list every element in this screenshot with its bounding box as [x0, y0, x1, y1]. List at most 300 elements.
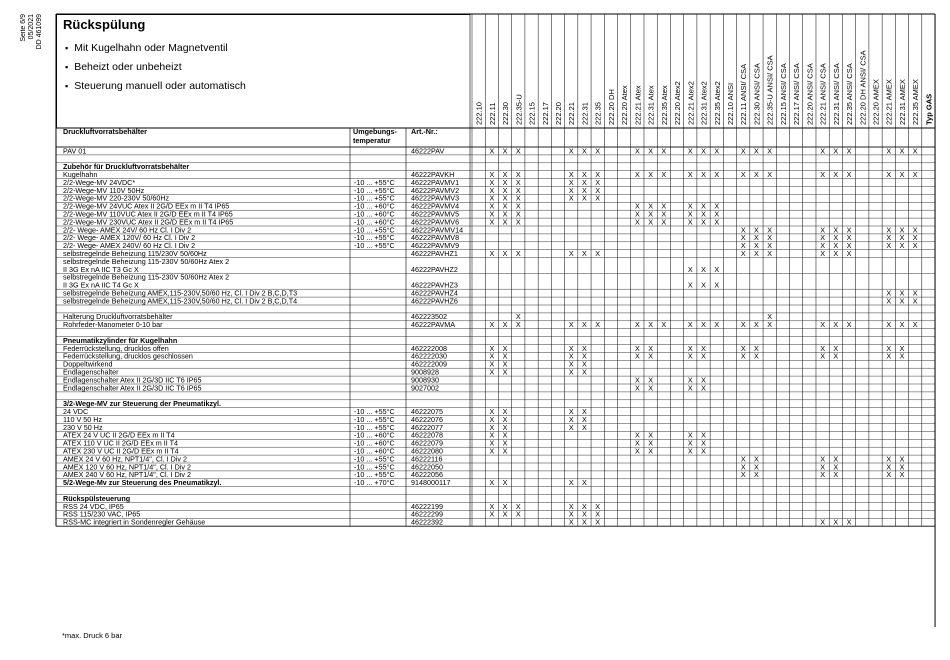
section-heading: Zubehör für Druckluftvorratsbehälter — [63, 162, 190, 172]
compatibility-mark: X — [701, 320, 706, 330]
column-label: 222.30 ANSI/ CSA — [752, 63, 762, 125]
compatibility-mark: X — [687, 146, 693, 156]
compatibility-mark: X — [582, 185, 587, 195]
compatibility-mark: X — [886, 454, 892, 464]
compatibility-mark: X — [515, 185, 521, 195]
row-description: ATEX 110 V UC II 2G/D EEx m II T4 — [63, 438, 179, 448]
compatibility-mark: X — [661, 209, 667, 219]
compatibility-mark: X — [754, 470, 759, 480]
column-label: 222.31 Atex — [646, 85, 656, 125]
compatibility-mark: X — [648, 217, 654, 227]
compatibility-mark: X — [833, 233, 839, 243]
column-label: 222.35-U — [514, 94, 524, 125]
compatibility-mark: X — [502, 446, 508, 456]
compatibility-mark: X — [740, 233, 746, 243]
row-article-number: 46222116 — [411, 454, 443, 464]
compatibility-mark: X — [648, 446, 654, 456]
compatibility-mark: X — [634, 217, 640, 227]
compatibility-mark: X — [582, 343, 587, 353]
row-description: RSS 115/230 VAC, IP65 — [63, 509, 141, 519]
compatibility-mark: X — [489, 367, 495, 377]
compatibility-mark: X — [502, 185, 508, 195]
compatibility-mark: X — [701, 217, 706, 227]
page-title: Rückspülung — [63, 17, 146, 32]
compatibility-mark: X — [899, 351, 905, 361]
compatibility-mark: X — [568, 407, 574, 416]
compatibility-mark: X — [582, 351, 587, 361]
compatibility-mark: X — [502, 201, 508, 211]
row-description: selbstregelnde Beheizung 115/230V 50/60Hz — [63, 249, 207, 258]
row-article-number: 46222PAVMA — [411, 320, 456, 330]
compatibility-mark: X — [754, 343, 759, 353]
compatibility-mark: X — [846, 320, 852, 330]
compatibility-mark: X — [648, 320, 654, 330]
compatibility-mark: X — [515, 193, 521, 203]
compatibility-mark: X — [582, 367, 587, 377]
compatibility-mark: X — [767, 146, 773, 156]
compatibility-mark: X — [740, 351, 746, 361]
compatibility-mark: X — [582, 177, 587, 187]
compatibility-mark: X — [754, 249, 759, 258]
compatibility-mark: X — [502, 249, 508, 258]
compatibility-mark: X — [582, 249, 587, 258]
row-description: Federrückstellung, drucklos offen — [63, 343, 169, 353]
compatibility-mark: X — [820, 351, 825, 361]
compatibility-mark: X — [767, 233, 773, 243]
compatibility-mark: X — [582, 359, 587, 369]
compatibility-mark: X — [502, 351, 508, 361]
compatibility-mark: X — [820, 454, 825, 464]
compatibility-mark: X — [687, 438, 693, 448]
row-temperature: -10 ... +60°C — [354, 446, 395, 456]
row-description: 2/2- Wege- AMEX 24V/ 60 Hz Cl. I Div 2 — [63, 225, 192, 235]
row-article-number: 462222008 — [411, 343, 447, 353]
compatibility-mark: X — [502, 146, 508, 156]
compatibility-mark: X — [502, 343, 508, 353]
compatibility-mark: X — [714, 209, 720, 219]
row-article-number: 9027002 — [411, 383, 439, 393]
row-article-number: 46222PAVHZ2 — [411, 264, 458, 274]
compatibility-mark: X — [661, 201, 667, 211]
compatibility-mark: X — [648, 146, 654, 156]
row-temperature: -10 ... +60°C — [354, 217, 395, 227]
column-label: 222.10 — [474, 102, 484, 125]
row-description: PAV 01 — [63, 146, 87, 156]
row-temperature: -10 ... +55°C — [354, 407, 395, 416]
row-temperature: -10 ... +55°C — [354, 422, 395, 432]
compatibility-mark: X — [515, 509, 521, 519]
compatibility-mark: X — [489, 177, 495, 187]
compatibility-mark: X — [489, 146, 495, 156]
row-temperature: -10 ... +55°C — [354, 193, 395, 203]
compatibility-mark: X — [846, 241, 852, 251]
compatibility-mark: X — [740, 343, 746, 353]
column-label: 222.21 Atex — [633, 85, 643, 125]
row-description: Halterung Druckluftvorratsbehälter — [63, 312, 173, 322]
compatibility-mark: X — [661, 320, 667, 330]
compatibility-mark: X — [687, 383, 693, 393]
compatibility-mark: X — [568, 320, 574, 330]
row-article-number: 46222080 — [411, 446, 443, 456]
column-label: 222.21 — [567, 102, 577, 125]
compatibility-mark: X — [740, 470, 746, 480]
compatibility-mark: X — [899, 225, 905, 235]
compatibility-mark: X — [820, 320, 825, 330]
row-article-number: 9008930 — [411, 375, 439, 385]
row-description: ATEX 24 V UC II 2G/D EEx m II T4 — [63, 430, 175, 440]
compatibility-mark: X — [754, 170, 759, 179]
compatibility-mark: X — [754, 351, 759, 361]
compatibility-mark: X — [820, 225, 825, 235]
compatibility-mark: X — [687, 375, 693, 385]
compatibility-mark: X — [634, 375, 640, 385]
compatibility-mark: X — [634, 201, 640, 211]
row-article-number: 46222PAVKH — [411, 170, 455, 179]
compatibility-mark: X — [714, 170, 720, 179]
compatibility-mark: X — [661, 217, 667, 227]
compatibility-mark: X — [595, 320, 601, 330]
compatibility-mark: X — [820, 462, 825, 472]
row-article-number: 46222076 — [411, 414, 443, 424]
section-heading: Pneumatikzylinder für Kugelhahn — [63, 335, 178, 345]
row-description: 2/2- Wege- AMEX 240V/ 60 Hz Cl. I Div 2 — [63, 241, 196, 251]
row-description: 2/2-Wege-MV 110VUC Atex II 2G/D EEx m II T4 IP65 — [63, 209, 233, 219]
compatibility-mark: X — [502, 209, 508, 219]
compatibility-mark: X — [648, 438, 654, 448]
compatibility-mark: X — [886, 225, 892, 235]
row-article-number: 9148000117 — [411, 478, 451, 488]
compatibility-mark: X — [899, 233, 905, 243]
row-temperature: -10 ... +60°C — [354, 430, 395, 440]
row-description: II 3G Ex nA IIC T4 Gc X — [63, 280, 139, 290]
row-temperature: -10 ... +60°C — [354, 201, 395, 211]
column-label: 222.17 ANSI/ CSA — [792, 63, 802, 125]
row-temperature: -10 ... +55°C — [354, 414, 395, 424]
compatibility-mark: X — [595, 517, 601, 527]
compatibility-mark: X — [687, 320, 693, 330]
compatibility-mark: X — [687, 351, 693, 361]
row-description: AMEX 240 V 60 Hz, NPT1/4", Cl. I Div 2 — [63, 470, 191, 480]
row-description: 2/2-Wege-MV 24VUC Atex II 2G/D EEx m II T4 IP65 — [63, 201, 230, 211]
compatibility-mark: X — [502, 430, 508, 440]
compatibility-mark: X — [767, 312, 773, 322]
compatibility-mark: X — [740, 225, 746, 235]
compatibility-mark: X — [820, 249, 825, 258]
column-label: 222.35 Atex2 — [712, 81, 722, 125]
compatibility-mark: X — [489, 209, 495, 219]
compatibility-mark: X — [582, 193, 587, 203]
compatibility-mark: X — [515, 320, 521, 330]
compatibility-mark: X — [899, 462, 905, 472]
compatibility-mark: X — [912, 288, 918, 298]
row-article-number: 46222PAVMV4 — [411, 201, 460, 211]
column-label: 222.11 ANSI/ CSA — [739, 63, 749, 125]
compatibility-mark: X — [634, 430, 640, 440]
compatibility-mark: X — [489, 217, 495, 227]
compatibility-mark: X — [489, 414, 495, 424]
compatibility-mark: X — [846, 146, 852, 156]
compatibility-mark: X — [740, 320, 746, 330]
compatibility-mark: X — [701, 351, 706, 361]
compatibility-mark: X — [595, 177, 601, 187]
header-article-number: Art.-Nr.: — [411, 127, 438, 136]
column-label: 222.35 ANSI/ CSA — [845, 63, 855, 125]
compatibility-mark: X — [515, 146, 521, 156]
row-temperature: -10 ... +55°C — [354, 233, 395, 243]
compatibility-mark: X — [595, 170, 601, 179]
compatibility-mark: X — [515, 501, 521, 511]
row-description: Doppeltwirkend — [63, 359, 113, 369]
compatibility-mark: X — [568, 359, 574, 369]
compatibility-mark: X — [648, 383, 654, 393]
row-article-number: 46222PAVMV2 — [411, 185, 460, 195]
compatibility-mark: X — [701, 280, 706, 290]
compatibility-mark: X — [687, 446, 693, 456]
compatibility-mark: X — [489, 501, 495, 511]
row-description: 5/2-Wege-Mv zur Steuerung des Pneumatikzyl. — [63, 478, 222, 488]
compatibility-mark: X — [820, 517, 825, 527]
compatibility-mark: X — [595, 193, 601, 203]
compatibility-mark: X — [687, 264, 693, 274]
row-description: Endlagenschalter Atex II 2G/3D IIC T6 IP65 — [63, 383, 202, 393]
column-label: 222.20 AMEX — [871, 79, 881, 125]
compatibility-mark: X — [833, 517, 839, 527]
compatibility-mark: X — [740, 462, 746, 472]
header-temperature: temperatur — [353, 136, 391, 145]
compatibility-mark: X — [820, 233, 825, 243]
row-article-number: 46222050 — [411, 462, 443, 472]
compatibility-mark: X — [701, 438, 706, 448]
compatibility-mark: X — [899, 296, 905, 306]
compatibility-mark: X — [489, 193, 495, 203]
compatibility-mark: X — [489, 430, 495, 440]
header-description: Druckluftvorratsbehälter — [63, 127, 147, 136]
compatibility-mark: X — [740, 241, 746, 251]
column-label: 222.20 DH — [606, 89, 616, 125]
compatibility-mark: X — [489, 422, 495, 432]
compatibility-mark: X — [899, 470, 905, 480]
compatibility-mark: X — [648, 201, 654, 211]
row-article-number: 46222056 — [411, 470, 443, 480]
compatibility-mark: X — [701, 446, 706, 456]
compatibility-mark: X — [648, 209, 654, 219]
row-description: Rohrfeder-Manometer 0-10 bar — [63, 320, 163, 330]
compatibility-mark: X — [767, 225, 773, 235]
section-heading: Rückspülsteuerung — [63, 493, 131, 503]
compatibility-mark: X — [595, 501, 601, 511]
column-label: 222.11 — [487, 102, 497, 125]
compatibility-mark: X — [648, 375, 654, 385]
column-label: 222.10 ANSI — [725, 82, 735, 125]
row-article-number: 46222PAVMV1 — [411, 177, 460, 187]
row-description: RSS 24 VDC, IP65 — [63, 501, 124, 511]
compatibility-mark: X — [634, 146, 640, 156]
compatibility-mark: X — [912, 296, 918, 306]
row-temperature: -10 ... +60°C — [354, 209, 395, 219]
compatibility-mark: X — [502, 501, 508, 511]
compatibility-mark: X — [687, 209, 693, 219]
compatibility-mark: X — [767, 241, 773, 251]
compatibility-mark: X — [489, 201, 495, 211]
column-label: 222.35-U ANSI/ CSA — [765, 55, 775, 125]
column-label: Typ GAS — [924, 93, 934, 125]
compatibility-mark: X — [568, 422, 574, 432]
compatibility-mark: X — [701, 383, 706, 393]
compatibility-mark: X — [899, 288, 905, 298]
compatibility-mark: X — [846, 517, 852, 527]
compatibility-mark: X — [634, 446, 640, 456]
compatibility-mark: X — [714, 280, 720, 290]
compatibility-mark: X — [502, 217, 508, 227]
compatibility-mark: X — [767, 170, 773, 179]
column-label: 222.20 Atex — [620, 85, 630, 125]
compatibility-mark: X — [661, 146, 667, 156]
compatibility-mark: X — [701, 209, 706, 219]
compatibility-mark: X — [833, 462, 839, 472]
row-article-number: 46222PAVHZ6 — [411, 296, 458, 306]
compatibility-mark: X — [820, 241, 825, 251]
compatibility-mark: X — [502, 177, 508, 187]
compatibility-mark: X — [833, 249, 839, 258]
compatibility-mark: X — [820, 170, 825, 179]
compatibility-mark: X — [634, 343, 640, 353]
compatibility-mark: X — [886, 320, 892, 330]
column-label: 222.20 ANSI/ CSA — [805, 63, 815, 125]
row-description: selbstregelnde Beheizung AMEX,115-230V,50/60 Hz, Cl. I Div 2 B,C,D,T4 — [63, 296, 298, 306]
compatibility-mark: X — [595, 185, 601, 195]
compatibility-mark: X — [515, 217, 521, 227]
compatibility-mark: X — [502, 407, 508, 416]
compatibility-mark: X — [489, 343, 495, 353]
compatibility-mark: X — [912, 225, 918, 235]
compatibility-mark: X — [912, 241, 918, 251]
compatibility-mark: X — [701, 170, 706, 179]
row-article-number: 46222075 — [411, 407, 443, 416]
row-temperature: -10 ... +55°C — [354, 454, 395, 464]
compatibility-mark: X — [886, 470, 892, 480]
compatibility-mark: X — [912, 170, 918, 179]
compatibility-mark: X — [687, 343, 693, 353]
compatibility-mark: X — [515, 312, 521, 322]
compatibility-mark: X — [502, 422, 508, 432]
row-description: ATEX 230 V UC II 2G/D EEx m II T4 — [63, 446, 179, 456]
compatibility-mark: X — [899, 454, 905, 464]
compatibility-mark: X — [568, 170, 574, 179]
compatibility-mark: X — [833, 170, 839, 179]
page-number: Seite 6/9 — [20, 14, 27, 42]
compatibility-mark: X — [754, 320, 759, 330]
row-article-number: 462222030 — [411, 351, 447, 361]
compatibility-mark: X — [886, 462, 892, 472]
row-article-number: 46222PAVHZ3 — [411, 280, 458, 290]
row-description: 2/2-Wege-MV 220-230V 50/60Hz — [63, 193, 170, 203]
compatibility-mark: X — [489, 249, 495, 258]
compatibility-mark: X — [886, 351, 892, 361]
compatibility-mark: X — [912, 233, 918, 243]
compatibility-mark: X — [886, 343, 892, 353]
row-description: 2/2-Wege-MV 110V 50Hz — [63, 185, 145, 195]
compatibility-mark: X — [687, 430, 693, 440]
row-article-number: 46222392 — [411, 517, 443, 527]
compatibility-mark: X — [502, 509, 508, 519]
compatibility-mark: X — [846, 170, 852, 179]
compatibility-mark: X — [886, 288, 892, 298]
compatibility-mark: X — [687, 170, 693, 179]
compatibility-mark: X — [648, 351, 654, 361]
row-article-number: 46222079 — [411, 438, 443, 448]
row-temperature: -10 ... +55°C — [354, 241, 395, 251]
row-description: Federrückstellung, drucklos geschlossen — [63, 351, 193, 361]
compatibility-mark: X — [634, 383, 640, 393]
compatibility-mark: X — [568, 414, 574, 424]
row-article-number: 46222077 — [411, 422, 443, 432]
compatibility-mark: X — [582, 320, 587, 330]
feature-item: ▪ Steuerung manuell oder automatisch — [65, 77, 246, 96]
compatibility-mark: X — [886, 241, 892, 251]
column-label: 222.31 ANSI/ CSA — [831, 63, 841, 125]
compatibility-mark: X — [502, 359, 508, 369]
compatibility-mark: X — [701, 430, 706, 440]
row-description: 230 V 50 Hz — [63, 422, 103, 432]
compatibility-mark: X — [661, 170, 667, 179]
compatibility-mark: X — [912, 320, 918, 330]
row-description: selbstregelnde Beheizung 115-230V 50/60Hz Atex 2 — [63, 272, 230, 282]
row-description: Kugelhahn — [63, 170, 98, 179]
compatibility-mark: X — [886, 146, 892, 156]
compatibility-mark: X — [701, 375, 706, 385]
column-label: 222.20 — [553, 102, 563, 125]
compatibility-mark: X — [568, 478, 574, 488]
compatibility-mark: X — [502, 414, 508, 424]
compatibility-mark: X — [740, 249, 746, 258]
compatibility-mark: X — [767, 249, 773, 258]
row-description: Endlagenschalter — [63, 367, 119, 377]
compatibility-mark: X — [899, 320, 905, 330]
compatibility-mark: X — [886, 170, 892, 179]
compatibility-mark: X — [899, 343, 905, 353]
compatibility-mark: X — [595, 146, 601, 156]
column-label: 222.21 Atex2 — [686, 81, 696, 125]
compatibility-mark: X — [502, 170, 508, 179]
row-article-number: 46222PAVMV8 — [411, 233, 460, 243]
row-article-number: 462223502 — [411, 312, 447, 322]
row-description: AMEX 120 V 60 Hz, NPT1/4", Cl. I Div 2 — [63, 462, 191, 472]
row-description: 2/2-Wege-MV 230VUC Atex II 2G/D EEx m II T4 IP65 — [63, 217, 234, 227]
compatibility-mark: X — [701, 343, 706, 353]
compatibility-mark: X — [568, 351, 574, 361]
compatibility-mark: X — [595, 509, 601, 519]
compatibility-mark: X — [568, 367, 574, 377]
row-article-number: 46222299 — [411, 509, 443, 519]
compatibility-mark: X — [767, 320, 773, 330]
row-temperature: -10 ... +55°C — [354, 470, 395, 480]
column-label: 222.31 Atex2 — [699, 81, 709, 125]
document-date: 05/2021 — [28, 14, 35, 40]
row-article-number: 46222078 — [411, 430, 443, 440]
compatibility-mark: X — [489, 351, 495, 361]
compatibility-mark: X — [489, 446, 495, 456]
compatibility-mark: X — [648, 170, 654, 179]
column-label: 222.15 ANSI/ CSA — [778, 63, 788, 125]
compatibility-mark: X — [568, 193, 574, 203]
compatibility-mark: X — [820, 470, 825, 480]
compatibility-mark: X — [568, 517, 574, 527]
document-number: DD 461099 — [36, 14, 43, 50]
compatibility-mark: X — [899, 170, 905, 179]
compatibility-mark: X — [502, 438, 508, 448]
row-description: II 3G Ex nA IIC T3 Gc X — [63, 264, 139, 274]
compatibility-mark: X — [568, 343, 574, 353]
